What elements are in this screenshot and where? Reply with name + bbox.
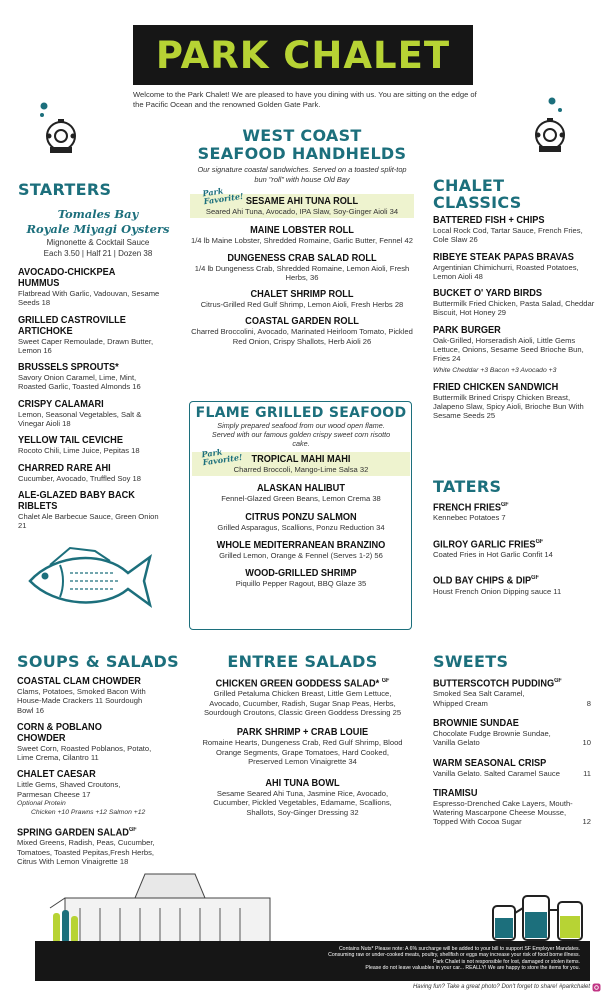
menu-item: CHALET SHRIMP ROLL Citrus-Grilled Red Gulf Shrimp, Lemon Aioli, Fresh Herbs 28 (200, 289, 404, 310)
diving-helmet-icon (36, 100, 86, 155)
menu-item: PARK BURGER Oak-Grilled, Horseradish Aioli, Little Gems Lettuce, Onions, Sesame Seed Brioche Bun, Fries 24 (433, 324, 584, 364)
entree-section (200, 652, 405, 824)
menu-item: AVOCADO-CHICKPEA HUMMUS Flatbread With Garlic, Vadouvan, Sesame Seeds 18 (18, 267, 160, 308)
menu-item: WOOD-GRILLED SHRIMP Piquillo Pepper Ragout, BBQ Glaze 35 (235, 568, 367, 589)
welcome-text: Welcome to the Park Chalet! We are pleased to have you dining with us. You are sitting on the edge of the Pacific Ocean and the renowned Golden Gate Park. (133, 90, 477, 109)
menu-item: OLD BAY CHIPS & $DIP^{GF}$ Houst French Onion Dipping sauce 11 (433, 575, 562, 596)
menu-item: FRIED CHICKEN SANDWICH Buttermilk Brined Crispy Chicken Breast, Jalapeno Slaw, Spicy Aioli, Brioche Bun With Sesame Seeds 25 (433, 381, 584, 421)
fish-illustration (20, 543, 155, 615)
menu-item: BATTERED FISH + CHIPS Local Rock Cod, Tartar Sauce, French Fries, Cole Slaw 26 (433, 215, 583, 245)
classics-section (433, 177, 598, 428)
oysters-sauce: Mignonette & Cocktail Sauce (46, 238, 150, 247)
soups-section (17, 652, 192, 873)
social-tagline: Having fun? Take a great photo? Don't forget to share! #parkchalet (412, 984, 590, 990)
handhelds-subtitle: Our signature coastal sandwiches. Served on a toasted split-top bun "roll" with house Old Bay (197, 165, 407, 184)
menu-item: SESAME AHI TUNA ROLL Seared Ahi Tuna, Avocado, IPA Slaw, Soy-Ginger Aioli 34 (190, 194, 414, 218)
menu-item: WARM SEASONAL CRISP Vanilla Gelato. Salted Caramel Sauce 11 (433, 757, 591, 778)
oysters-block (18, 207, 178, 259)
starters-heading: STARTERS (18, 180, 112, 199)
classics-heading-2: CLASSICS (433, 193, 522, 212)
chalet-building-illustration (45, 868, 275, 943)
menu-item: MAINE LOBSTER ROLL 1/4 lb Maine Lobster, Shredded Romaine, Garlic Butter, Fennel 42 (190, 225, 414, 246)
oysters-title-1: Tomales Bay (57, 207, 139, 221)
entree-heading: ENTREE SALADS (227, 652, 378, 671)
menu-item: COASTAL CLAM CHOWDER Clams, Potatoes, Smoked Bacon With House-Made Crackers 11 Sourdough Bowl 16 (17, 676, 146, 715)
footer-disclaimer: Contains Nuts* Please note: A 6% surcharge will be added to your bill to support SF Employer Mandates. Consuming raw or under-cooked meats, poultry, shellfish or eggs may increase your risk of food borne illness. Park Chalet is not responsible for lost, damaged or stolen items. Please do not leave valuables in your car... REALLY! We are happy to store the items for you. (35, 941, 590, 981)
menu-item: GILROY GARLIC $FRIES^{GF}$ Coated Fries in Hot Garlic Confit 14 (433, 538, 553, 559)
menu-item: CHALET CAESAR Little Gems, Shaved Croutons, Parmesan Cheese 17 (17, 769, 121, 799)
menu-item: TROPICAL MAHI MAHI Charred Broccoli, Mango-Lime Salsa 32 (192, 452, 410, 476)
menu-item: CITRUS PONZU SALMON Grilled Asparagus, Scallions, Ponzu Reduction 34 (217, 511, 385, 532)
menu-item: ALASKAN HALIBUT Fennel-Glazed Green Beans, Lemon Crema 38 (221, 483, 381, 504)
park-favorite-badge: Park Favorite! (201, 185, 244, 207)
brewery-tanks-illustration (488, 888, 598, 943)
menu-item: BUCKET O' YARD BIRDS Buttermilk Fried Chicken, Pasta Salad, Cheddar Biscuit, Hot Honey 29 (433, 288, 595, 318)
menu-item: BRUSSELS SPROUTS* Savory Onion Caramel, Lime, Mint, Roasted Garlic, Toasted Almonds 16 (18, 362, 141, 392)
menu-item: PARK SHRIMP + CRAB LOUIE Romaine Hearts, Dungeness Crab, Red Gulf Shrimp, Blood Orange Segments, Grape Tomatoes, Hard Cooked, Preserved Lemon Vinaigrette 34 (202, 727, 403, 766)
caesar-addons: Chicken +10 Prawns +12 Salmon +12 (31, 809, 146, 817)
flame-section (192, 405, 410, 595)
diving-helmet-icon (525, 95, 575, 155)
flame-subtitle: Simply prepared seafood from our wood open flame. Served with our famous golden crispy sweet corn risotto cake. (211, 421, 391, 448)
menu-item: SPRING GARDEN $SALAD^{GF}$ Mixed Greens, Radish, Peas, Cucumber, Tomatoes, Toasted Pepitas,Fresh Herbs, Citrus With Lemon Vinaigrette 18 (17, 827, 155, 866)
menu-item: RIBEYE STEAK PAPAS BRAVAS Argentinian Chimichurri, Roasted Potatoes, Lemon Aioli 48 (433, 251, 579, 281)
menu-item: FRENCH $FRIES^{GF}$ Kennebec Potatoes 7 (433, 502, 509, 523)
burger-addons: White Cheddar +3 Bacon +3 Avocado +3 (433, 366, 557, 374)
sweets-heading: SWEETS (433, 652, 509, 671)
menu-item: YELLOW TAIL CEVICHE Rocoto Chili, Lime Juice, Pepitas 18 (18, 435, 140, 456)
oysters-price: Each 3.50 | Half 21 | Dozen 38 (43, 249, 153, 258)
menu-item: CORN & POBLANO CHOWDER Sweet Corn, Roasted Poblanos, Potato, Lime Crema, Cilantro 11 (17, 721, 152, 763)
sweets-section (433, 652, 591, 834)
handhelds-heading-1: WEST COAST (242, 126, 362, 145)
menu-item: BROWNIE SUNDAE Chocolate Fudge Brownie Sundae, Vanilla Gelato 10 (433, 717, 591, 748)
starters-section (18, 180, 188, 538)
menu-item: CRISPY CALAMARI Lemon, Seasonal Vegetables, Salt & Vinegar Aioli 18 (18, 398, 142, 429)
soups-heading: SOUPS & SALADS (17, 652, 179, 671)
page-title: PARK CHALET (155, 33, 451, 77)
taters-section (433, 477, 598, 603)
flame-heading: FLAME GRILLED SEAFOOD (195, 405, 407, 421)
handhelds-heading-2: SEAFOOD HANDHELDS (197, 144, 407, 163)
menu-item: DUNGENESS CRAB SALAD ROLL 1/4 lb Dungeness Crab, Shredded Romaine, Lemon Aioli, Fresh Herbs, 36 (194, 252, 410, 282)
menu-item: WHOLE MEDITERRANEAN BRANZINO Grilled Lemon, Orange & Fennel (Serves 1-2) 56 (216, 539, 386, 560)
handhelds-section (190, 127, 414, 353)
menu-item: BUTTERSCOTCH $PUDDING^{GF}$ Smoked Sea Salt Caramel, Whipped Cream 8 (433, 678, 591, 708)
menu-item: CHICKEN GREEN GODDESS SALAD* $^{GF}$ Grilled Petaluma Chicken Breast, Little Gem Lettuce, Avocado, Cucumber, Radish, Sugar Snap Peas, Herbs, Sourdough Croutons, Classic Green Goddess Dressing 25 (203, 678, 402, 717)
menu-item: ALE-GLAZED BABY BACK RIBLETS Chalet Ale Barbecue Sauce, Green Onion 21 (18, 489, 159, 531)
menu-item: COASTAL GARDEN ROLL Charred Broccolini, Avocado, Marinated Heirloom Tomato, Pickled Red Onion, Crispy Shallots, Herb Aioli 26 (191, 316, 413, 346)
menu-item: AHI TUNA BOWL Sesame Seared Ahi Tuna, Jasmine Rice, Avocado, Cucumber, Pickled Vegetables, Edamame, Scallions, Shallots, Soy-Ginger Dressing 32 (213, 778, 392, 817)
title-banner (133, 25, 473, 85)
menu-item: GRILLED CASTROVILLE ARTICHOKE Sweet Caper Remoulade, Drawn Butter, Lemon 16 (18, 314, 154, 355)
oysters-title-2: Royale Miyagi Oysters (26, 222, 170, 236)
classics-heading-1: CHALET (433, 176, 505, 195)
menu-item: TIRAMISU Espresso-Drenched Cake Layers, Mouth-Watering Mascarpone Cheese Mousse, Topped With Cocoa Sugar 12 (433, 787, 591, 827)
instagram-icon[interactable] (592, 983, 601, 992)
park-favorite-badge: Park Favorite! (200, 446, 243, 468)
menu-item: CHARRED RARE AHI Cucumber, Avocado, Truffled Soy 18 (18, 462, 141, 483)
taters-heading: TATERS (433, 477, 502, 496)
caesar-optional-protein: Optional Protein (17, 800, 66, 808)
